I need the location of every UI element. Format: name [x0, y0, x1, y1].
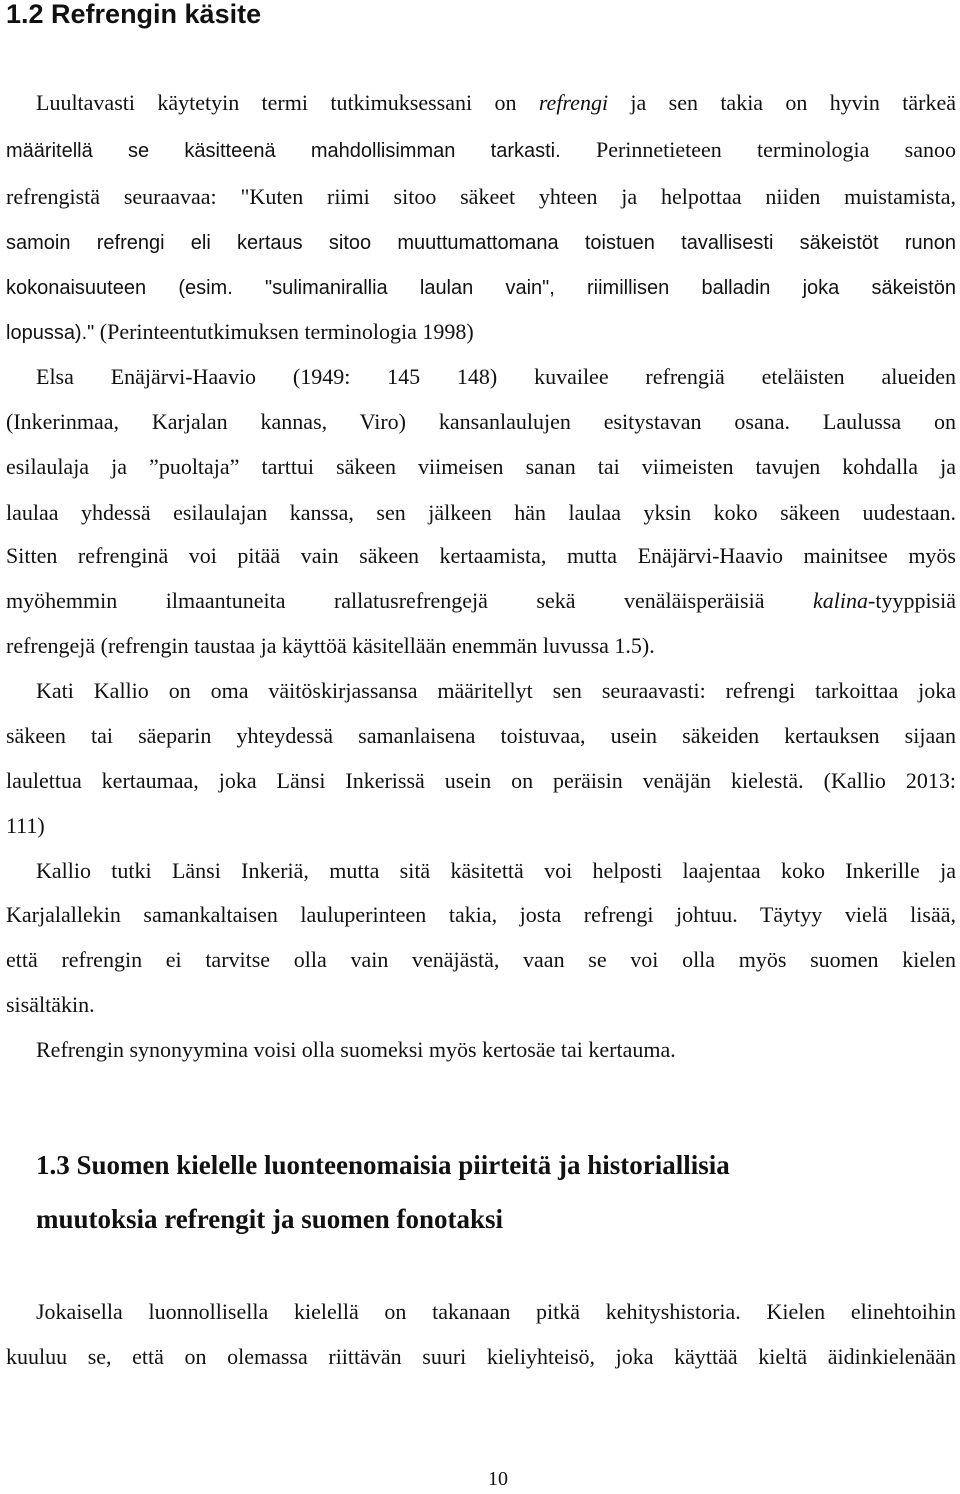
paragraph-line: [6, 407, 956, 437]
section-heading-1-3-continued: muutoksia refrengit ja suomen fonotaksi: [36, 1204, 504, 1234]
section-heading-1-3: 1.3 Suomen kielelle luonteenomaisia piirteitä ja historiallisia: [36, 1150, 730, 1180]
text-run: (Inkerinmaa, Karjalan kannas, Viro) kansanlaulujen esitystavan osana.: [6, 409, 790, 434]
paragraph-line: refrengejä (refrengin taustaa ja käyttöä käsitellään enemmän luvussa 1.5).: [6, 633, 655, 658]
section-heading-1-2: 1.2 Refrengin käsite: [6, 0, 262, 29]
text-run: Perinnetieteen terminologia sanoo: [595, 137, 956, 162]
paragraph-line: Refrengin synonyymina voisi olla suomeksi myös kertosäe tai kertauma.: [36, 1037, 676, 1062]
paragraph-line: [6, 586, 956, 616]
text-run: -tyyppisiä: [868, 588, 956, 613]
paragraph-line: laulaa yhdessä esilaulajan kanssa, sen jälkeen hän laulaa yksin koko säkeen uudestaan.: [6, 500, 956, 525]
paragraph-line: [36, 88, 956, 118]
text-run: myöhemmin ilmaantuneita rallatusrefrengejä sekä venäläisperäisiä: [6, 588, 813, 613]
text-run: "sulimanirallia laulan vain", riimillisen balladin joka säkeistön: [264, 277, 956, 299]
paragraph-line: Kati Kallio on oma väitöskirjassansa määritellyt sen seuraavasti: refrengi tarkoittaa joka: [36, 678, 956, 703]
paragraph-line: laulettua kertaumaa, joka Länsi Inkerissä usein on peräisin venäjän kielestä. (Kallio 2013:: [6, 768, 956, 793]
text-run: (Perinteentutkimuksen terminologia 1998): [94, 319, 474, 344]
paragraph-line: 111): [6, 813, 45, 838]
emphasis-term: refrengi: [538, 90, 609, 115]
paragraph-line: sisältäkin.: [6, 992, 95, 1017]
paragraph-line: [6, 317, 474, 348]
paragraph-line: refrengistä seuraavaa: "Kuten riimi sitoo säkeet yhteen ja helpottaa niiden muistamista,: [6, 184, 956, 209]
paragraph-line: kuuluu se, että on olemassa riittävän suuri kieliyhteisö, joka käyttää kieltä äidinkielenään: [6, 1344, 956, 1369]
text-run: Laulussa on: [822, 409, 956, 434]
paragraph-line: Sitten refrenginä voi pitää vain säkeen kertaamista, mutta Enäjärvi-Haavio mainitsee myös: [6, 543, 956, 568]
page-number: 10: [488, 1468, 508, 1490]
text-run: Luultavasti käytetyin termi tutkimuksessani on: [36, 90, 539, 115]
paragraph-line: että refrengin ei tarvitse olla vain venäjästä, vaan se voi olla myös suomen kielen: [6, 947, 956, 972]
paragraph-line: [6, 135, 956, 166]
paragraph-line: [6, 272, 956, 303]
paragraph-line: samoin refrengi eli kertaus sitoo muuttumattomana toistuen tavallisesti säkeistöt runon: [6, 232, 956, 254]
text-run: määritellä se käsitteenä mahdollisimman tarkasti.: [6, 140, 596, 162]
paragraph-line: Kallio tutki Länsi Inkeriä, mutta sitä käsitettä voi helposti laajentaa koko Inkerille ja: [36, 858, 956, 883]
paragraph-line: esilaulaja ja ”puoltaja” tarttui säkeen viimeisen sanan tai viimeisten tavujen kohdalla ja: [6, 454, 956, 479]
emphasis-term: kalina: [813, 588, 868, 613]
paragraph-line: Elsa Enäjärvi-Haavio (1949: 145 148) kuvailee refrengiä eteläisten alueiden: [36, 364, 956, 389]
text-run: kokonaisuuteen (esim.: [6, 277, 265, 299]
paragraph-line: säkeen tai säeparin yhteydessä samanlaisena toistuvaa, usein säkeiden kertauksen sijaan: [6, 723, 956, 748]
paragraph-line: Karjalallekin samankaltaisen lauluperinteen takia, josta refrengi johtuu. Täytyy vielä lisää,: [6, 902, 956, 927]
text-run: lopussa).": [6, 322, 95, 344]
text-run: ja sen takia on hyvin tärkeä: [608, 90, 956, 115]
paragraph-line: Jokaisella luonnollisella kielellä on takanaan pitkä kehityshistoria. Kielen elinehtoihin: [36, 1299, 956, 1324]
